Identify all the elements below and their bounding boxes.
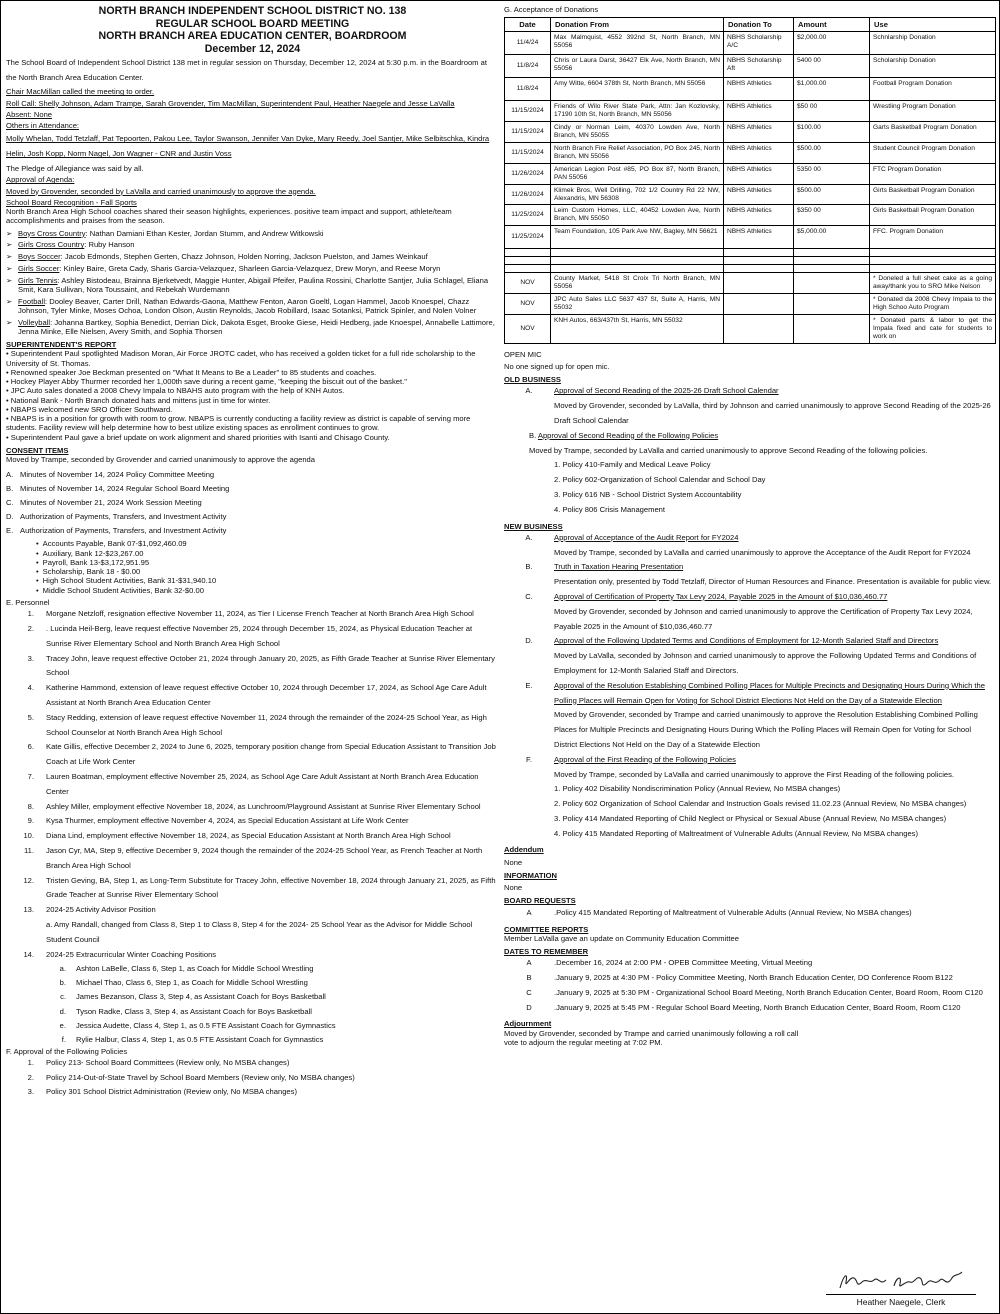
consent-item: E. Authorization of Payments, Transfers, and Investment Activity xyxy=(6,526,227,536)
donation-to: NBHS Athletics xyxy=(724,205,794,226)
payment-item: • Middle School Student Activities, Bank 32-$0.00 xyxy=(36,586,499,595)
report-item: • Superintendent Paul gave a brief update on work alignment and shared priorities with Isanti and Chisago County. xyxy=(6,432,390,442)
sport-name: Football xyxy=(18,296,46,306)
sport-item xyxy=(6,229,499,238)
committee-reports-title: COMMITTEE REPORTS xyxy=(504,924,589,934)
sport-name: Girls Cross Country xyxy=(18,240,85,250)
sport-item xyxy=(6,276,499,295)
policy-item: 1. Policy 213- School Board Committees (Review only, No MSBA changes) xyxy=(27,1057,290,1067)
policy-item: 4. Policy 806 Crisis Management xyxy=(554,504,666,514)
f-policies-title: F. Approval of the Following Policies xyxy=(6,1046,128,1056)
donation-date xyxy=(505,265,551,273)
personnel-item: 7. Lauren Boatman, employment effective November 25, 2024, as School Age Care Adult Assistant at North Branch Area Education Center xyxy=(27,772,479,796)
committee-reports-text: Member LaValla gave an update on Community Education Committee xyxy=(504,933,739,943)
arrow-bullet-icon: ➢ xyxy=(6,296,13,306)
personnel-item: 6. Kate Gillis, effective December 2, 2024 to June 6, 2025, temporary position change from Special Education Assistant to Transition Job Coach at Life Work Center xyxy=(27,742,496,767)
sport-name: Girls Tennis xyxy=(18,275,58,285)
donation-amount: $500.00 xyxy=(794,184,870,205)
new-business-item: A. Approval of Acceptance of the Audit Report for FY2024 xyxy=(525,532,739,542)
sport-item xyxy=(6,318,499,337)
report-item: • Renowned speaker Joe Beckman presented on "What It Means to Be a Leader" to 85 students and coaches. xyxy=(6,367,377,377)
personnel-item: 9. Kysa Thurmer, employment effective November 4, 2024, as Special Education Assistant at Life Work Center xyxy=(27,816,409,826)
sport-name: Girls Soccer xyxy=(18,263,60,273)
personnel-item: 3. Tracey John, leave request effective October 21, 2024 through January 20, 2025, as Fifth Grade Teacher at Sunrise River Elementary School xyxy=(27,653,495,678)
adjournment-title: Adjournment xyxy=(504,1019,552,1029)
adjournment-text: Moved by Grovender, seconded by Trampe and carried unanimously following a roll call vote to adjourn the regular meeting at 7:02 PM. xyxy=(504,1028,799,1047)
donations-table xyxy=(504,17,996,343)
donation-use xyxy=(870,249,996,257)
donation-to: NBHS Scholarship A/C xyxy=(724,32,794,55)
donation-from: County Market, 5418 St Croix Tri North Branch, MN 55056 xyxy=(551,273,724,294)
arrow-bullet-icon: ➢ xyxy=(6,228,13,238)
donation-date: 11/25/2024 xyxy=(505,205,551,226)
f-policies-list xyxy=(6,1056,499,1100)
donation-use: * Doneled a full sheet cake as a going away/thank you to SRO Mike Nelson xyxy=(870,273,996,294)
donation-date: 11/8/24 xyxy=(505,78,551,101)
handwritten-signature-icon xyxy=(836,1268,966,1294)
new-business-motion: Moved by Grovender, seconded by Trampe and carried unanimously to approve the Resolution Establishing Combined Polling Places for Multiple Precincts and Designating Hours During Which the Polling Places will Remain Open for Voting for School District Elections Not Held on the Day of a Statewide Election xyxy=(554,710,978,749)
policy-item: 4. Policy 415 Mandated Reporting of Maltreatment of Vulnerable Adults (Annual Review, No MSBA changes) xyxy=(554,828,918,838)
coaching-item: b. Michael Thao, Class 6, Step 1, as Coach for Middle School Wrestling xyxy=(59,978,308,988)
consent-item: C. Minutes of November 21, 2024 Work Session Meeting xyxy=(6,498,202,508)
coaching-item: c. James Bezanson, Class 3, Step 4, as Assistant Coach for Boys Basketball xyxy=(60,992,326,1002)
sport-athletes: : Kinley Baire, Greta Cady, Sharis Garcia-Velazquez, Sharleen Garcia-Velazquez, Drew Moryn, and Reese Moryn xyxy=(59,263,441,273)
coaching-item: d. Tyson Radke, Class 3, Step 4, as Assistant Coach for Boys Basketball xyxy=(59,1006,312,1016)
donation-to: NBHS Athletics xyxy=(724,163,794,184)
donation-to xyxy=(724,265,794,273)
donation-date: 11/15/2024 xyxy=(505,101,551,122)
board-request-item: A .Policy 415 Mandated Reporting of Maltreatment of Vulnerable Adults (Annual Review, No MSBA changes) xyxy=(526,907,912,917)
donation-amount: $500.00 xyxy=(794,142,870,163)
col-amount: Amount xyxy=(794,18,870,32)
open-mic-title: OPEN MIC xyxy=(504,349,542,359)
advisor-note: a. Amy Randall, changed from Class 8, Step 1 to Class 8, Step 4 for the 2024- 25 School Year as the Advisor for Middle School Student Council xyxy=(46,919,473,944)
donation-row xyxy=(505,265,996,273)
coaching-heading: 14. 2024-25 Extracurricular Winter Coaching Positions xyxy=(23,949,217,959)
new-business-item: D. Approval of the Following Updated Terms and Conditions of Employment for 12-Month Salaried Staff and Directors xyxy=(525,636,939,646)
policy-item: 1. Policy 402 Disability Nondiscrimination Policy (Annual Review, No MSBA changes) xyxy=(554,784,841,794)
sport-athletes: : Dooley Beaver, Carter Drill, Nathan Edwards-Gaona, Matthew Fenton, Aaron Goeltl, Logan Hammel, Jacob Knoespel, Chazz Johnson, Tyler Minke, Moses Ochoa, London Olson, Austin Reynolds, Jacob Robillard, Isaac Sotanksi, Patrick Spinler, and Nolen Volner xyxy=(18,296,477,315)
sport-name: Boys Soccer xyxy=(18,252,61,261)
donation-date: 11/8/24 xyxy=(505,55,551,78)
consent-items-title: CONSENT ITEMS xyxy=(6,445,69,455)
payment-item: • Auxiliary, Bank 12-$23,267.00 xyxy=(36,549,499,558)
roll-call: Roll Call: Shelly Johnson, Adam Trampe, Sarah Grovender, Tim MacMillan, Superintendent Paul, Heather Naegele and Jesse LaValla xyxy=(6,98,455,108)
donation-date: 11/15/2024 xyxy=(505,142,551,163)
recognition-text: North Branch Area High School coaches shared their season highlights, experiences. positive team impact and support, athlete/team accomplishments and praises from the season. xyxy=(6,207,452,226)
donation-from: Team Foundation, 105 Park Ave NW, Bagley, MN 56621 xyxy=(551,226,724,249)
sport-athletes: : Johanna Bartkey, Sophia Benedict, Derrian Dick, Dakota Esget, Brooke Giese, Heidi Hedberg, jade Knoespel, Annabelle Lattimore, Jenna Minke, Elle Nielsen, Avery Smith, and Sophia Thorsen xyxy=(18,317,495,336)
personnel-item: 1. Morgane Netzloff, resignation effective November 11, 2024, as Tier I License French Teacher at North Branch Area High School xyxy=(27,609,474,619)
donation-to xyxy=(724,273,794,294)
donation-use: Garts Basketball Program Donation xyxy=(870,122,996,143)
donation-use: Student Council Program Donation xyxy=(870,142,996,163)
old-business-policies xyxy=(504,458,996,517)
arrow-bullet-icon: ➢ xyxy=(6,275,13,285)
left-column xyxy=(6,5,499,1311)
personnel-item: 4. Katherine Hammond, extension of leave request effective October 10, 2024 through December 17, 2024, as School Age Care Adult Assistant at North Branch Area Education Center xyxy=(27,683,487,708)
col-from: Donation From xyxy=(551,18,724,32)
donation-from: Leim Custom Homes, LLC, 40452 Lowden Ave, North Branch, MN 55050 xyxy=(551,205,724,226)
donation-use: * Donated parts & labor to get the Impala fixed and cate for students to work on xyxy=(870,314,996,343)
policy-item: 1. Policy 410-Family and Medical Leave Policy xyxy=(554,460,711,470)
clerk-signature-block xyxy=(826,1268,976,1307)
report-item: • NBAPS is in a position for growth with room to grow. NBAPS is currently conducting a facility review as district is capable of serving more students. Facility review will help determine how to best utilize existing spaces as enrollment continues to grow. xyxy=(6,414,471,433)
arrow-bullet-icon: ➢ xyxy=(6,252,13,261)
donation-from: North Branch Fire Relief Association, PO Box 245, North Branch, MN 55056 xyxy=(551,142,724,163)
donation-use: Schnlarship Donation xyxy=(870,32,996,55)
personnel-item: 13. 2024-25 Activity Advisor Position xyxy=(23,905,156,915)
donation-date: 11/25/2024 xyxy=(505,226,551,249)
donation-date: 11/26/2024 xyxy=(505,163,551,184)
donation-amount: $100.00 xyxy=(794,122,870,143)
donation-use: Girts Basketball Program Donation xyxy=(870,184,996,205)
others-in-attendance: Molly Whelan, Todd Tetzlaff, Pat Tepoorten, Pakou Lee, Taylor Swanson, Jennifer Van Dyke, Mary Reedy, Joel Santjer, Mike Selbitschka, Kindra Helin, Josh Kopp, Norm Nagel, Jon Wagner - CNR and Justin Voss xyxy=(6,134,490,159)
recognition-title: School Board Recognition - Fall Sports xyxy=(6,197,137,207)
sport-item xyxy=(6,297,499,316)
donation-row xyxy=(505,273,996,294)
donation-to xyxy=(724,249,794,257)
col-to: Donation To xyxy=(724,18,794,32)
donation-row xyxy=(505,142,996,163)
donation-amount: 5400 00 xyxy=(794,55,870,78)
donation-use: FFC. Program Donation xyxy=(870,226,996,249)
donation-row xyxy=(505,257,996,265)
new-business-item: B. Truth in Taxation Hearing Presentation xyxy=(525,562,684,572)
donation-from xyxy=(551,257,724,265)
report-item: • Hockey Player Abby Thurmer recorded her 1,000th save during a recent game, "keeping the biscuit out of the basket." xyxy=(6,377,407,386)
donation-from xyxy=(551,249,724,257)
new-business-motion: Moved by LaValla, seconded by Johnson and carried unanimously to approve the Following Updated Terms and Conditions of Employment for 12-Month Salaried Staff and Directors. xyxy=(554,651,977,675)
donations-header-row xyxy=(505,18,996,32)
donation-to xyxy=(724,257,794,265)
donation-use xyxy=(870,265,996,273)
signature-caption: Heather Naegele, Clerk xyxy=(826,1294,976,1307)
donation-date: 11/4/24 xyxy=(505,32,551,55)
report-item: • JPC Auto sales donated a 2008 Chevy Impala to NBAHS auto program with the help of KNH Autos. xyxy=(6,386,345,396)
personnel-item: 12. Tristen Geving, BA, Step 1, as Long-Term Substitute for Tracey John, effective November 18, 2024 through January 21, 2025, as Fifth Grade Teacher at Sunrise River Elementary School xyxy=(23,875,496,900)
donation-to: NBHS Athletics xyxy=(724,142,794,163)
arrow-bullet-icon: ➢ xyxy=(6,317,13,327)
sport-name: Boys Cross Country xyxy=(18,228,86,238)
policy-item: 3. Policy 414 Mandated Reporting of Child Neglect or Physical or Sexual Abuse (Annual Review, No MSBA changes) xyxy=(554,813,947,823)
donation-use: Scholarship Donation xyxy=(870,55,996,78)
payments-list xyxy=(36,539,499,595)
dates-list xyxy=(504,956,996,1015)
donation-amount xyxy=(794,314,870,343)
agenda-label: Approval of Agenda: xyxy=(6,175,75,185)
date-item: B .January 9, 2025 at 4:30 PM - Policy Committee Meeting, North Branch Education Center, DO Conference Room B122 xyxy=(526,973,953,983)
sport-item xyxy=(6,264,499,273)
donation-from: KNH Autos, 663/437th St, Harris, MN 55032 xyxy=(551,314,724,343)
donation-from: Cindy or Norman Leim, 40370 Lowden Ave, North Branch, MN 55055 xyxy=(551,122,724,143)
old-business-item: B. Approval of Second Reading of the Following Policies xyxy=(529,430,719,440)
donation-from: American Legion Post #85, PO Box 87, North Branch, PAN 55056 xyxy=(551,163,724,184)
donation-row xyxy=(505,205,996,226)
coaching-item: a. Ashton LaBelle, Class 6, Step 1, as Coach for Middle School Wrestling xyxy=(59,964,314,974)
donation-to xyxy=(724,314,794,343)
donation-to: NBHS Athletics xyxy=(724,226,794,249)
open-mic-text: No one signed up for open mic. xyxy=(504,361,610,371)
donation-to: NBHS Athletics xyxy=(724,101,794,122)
donation-amount: $1,000.00 xyxy=(794,78,870,101)
call-to-order: Chair MacMillan called the meeting to order. xyxy=(6,87,155,97)
donation-use: Football Program Donation xyxy=(870,78,996,101)
donations-title: G. Acceptance of Donations xyxy=(504,5,599,14)
consent-item: A. Minutes of November 14, 2024 Policy Committee Meeting xyxy=(6,470,215,480)
sport-item xyxy=(6,252,499,261)
payment-item: • High School Student Activities, Bank 31-$31,940.10 xyxy=(36,576,499,585)
coaching-item: e. Jessica Audette, Class 4, Step 1, as 0.5 FTE Assistant Coach for Gymnastics xyxy=(59,1020,336,1030)
policy-item: 2. Policy 602-Organization of School Calendar and School Day xyxy=(554,475,766,485)
donation-row xyxy=(505,122,996,143)
donation-amount: $2,000.00 xyxy=(794,32,870,55)
donation-from xyxy=(551,265,724,273)
coaching-item: f. Rylie Halbur, Class 4, Step 1, as 0.5 FTE Assistant Coach for Gymnastics xyxy=(61,1034,324,1044)
pledge: The Pledge of Allegiance was said by all. xyxy=(6,164,144,173)
donations-body xyxy=(505,32,996,343)
donation-to: NBHS Athletics xyxy=(724,78,794,101)
consent-item: D. Authorization of Payments, Transfers, and Investment Activity xyxy=(6,512,227,522)
personnel-item: 10. Diana Lind, employment effective November 18, 2024, as Special Education Assistant at North Branch Area High School xyxy=(23,831,451,841)
payment-item: • Payroll, Bank 13-$3,172,951.95 xyxy=(36,558,499,567)
sport-athletes: : Ashley Bistodeau, Brainna Bjerketvedt, Maggie Hunter, Abigail Pfeifer, Paulina Rossini, Charlotte Santjer, Julia Schlagel, Eliana Smit, Kara Sullivan, Nora Toussaint, and Rebekah Wurdemann xyxy=(18,275,489,294)
sport-item xyxy=(6,240,499,249)
intro-paragraph: The School Board of Independent School District 138 met in regular session on Thursday, December 12, 2024 at 5:30 p.m. in the Boardroom at the North Branch Area Education Center. xyxy=(6,57,487,82)
donation-date xyxy=(505,257,551,265)
donation-amount: $350 00 xyxy=(794,205,870,226)
consent-item: B. Minutes of November 14, 2024 Regular School Board Meeting xyxy=(6,484,230,494)
new-business-item: F. Approval of the First Reading of the Following Policies xyxy=(526,754,736,764)
district-name: NORTH BRANCH INDEPENDENT SCHOOL DISTRICT NO. 138 xyxy=(98,5,407,17)
arrow-bullet-icon: ➢ xyxy=(6,263,13,273)
consent-list xyxy=(6,468,499,538)
donation-use xyxy=(870,257,996,265)
sport-athletes: : Nathan Damiani Ethan Kester, Jordan Stumm, and Andrew Witkowski xyxy=(85,228,324,238)
dates-title: DATES TO REMEMBER xyxy=(504,947,589,957)
donation-amount: 5350 00 xyxy=(794,163,870,184)
donation-date: NOV xyxy=(505,314,551,343)
donation-row xyxy=(505,163,996,184)
date-item: A .December 16, 2024 at 2:00 PM - OPEB Committee Meeting, Virtual Meeting xyxy=(526,958,813,968)
consent-motion: Moved by Trampe, seconded by Grovender and carried unanimously to approve the agenda xyxy=(6,455,316,464)
donation-to: NBHS Athletics xyxy=(724,122,794,143)
donation-date: NOV xyxy=(505,273,551,294)
superintendent-report xyxy=(6,349,499,442)
new-business-motion: Presentation only, presented by Todd Tetzlaff, Director of Human Resources and Finance. Presentation is available for public view. xyxy=(554,577,992,587)
policy-item: 2. Policy 602 Organization of School Calendar and Instruction Goals revised 11.02.23 (Annual Review, No MSBA changes) xyxy=(554,799,967,809)
arrow-bullet-icon: ➢ xyxy=(6,240,13,250)
donation-row xyxy=(505,101,996,122)
payment-item: • Accounts Payable, Bank 07-$1,092,460.09 xyxy=(36,539,499,548)
others-label: Others in Attendance: xyxy=(6,121,80,131)
personnel-item: 8. Ashley Miller, employment effective November 18, 2024, as Lunchroom/Playground Assistant at Sunrise River Elementary School xyxy=(27,801,481,811)
old-business-item: A. Approval of Second Reading of the 2025-26 Draft School Calendar xyxy=(525,386,779,396)
donation-row xyxy=(505,55,996,78)
donation-row xyxy=(505,226,996,249)
donation-from: Max Malmquist, 4552 392nd St, North Branch, MN 55056 xyxy=(551,32,724,55)
donation-amount xyxy=(794,294,870,315)
personnel-item: 11. Jason Cyr, MA, Step 9, effective December 9, 2024 though the remainder of the 2024-25 School Year, as French Teacher at North Branch Area High School xyxy=(24,845,483,870)
donation-row xyxy=(505,78,996,101)
personnel-item: 5. Stacy Redding, extension of leave request effective November 11, 2024 through the remainder of the 2024-25 School Year, as High School Counselor at North Branch Area High School xyxy=(27,712,487,737)
absent: Absent: None xyxy=(6,109,53,119)
donation-to: NBHS Scholarship Aft xyxy=(724,55,794,78)
sport-athletes: : Ruby Hanson xyxy=(84,240,135,250)
policy-item: 3. Policy 616 NB - School District System Accountability xyxy=(554,489,742,499)
report-item: • Superintendent Paul spotlighted Madison Moran, Air Force JROTC cadet, who has received a golden ticket for a full ride scholarship to the University of St. Thomas. xyxy=(6,349,476,368)
personnel-list xyxy=(6,607,499,1046)
policy-item: 3. Policy 301 School District Administration (Review only, No MSBA changes) xyxy=(27,1087,297,1097)
information-title: INFORMATION xyxy=(504,870,558,880)
information-text: None xyxy=(504,883,523,893)
date-item: D .January 9, 2025 at 5:45 PM - Regular School Board Meeting, North Branch Education Center, Board Room, Room C120 xyxy=(526,1002,961,1012)
board-requests-title: BOARD REQUESTS xyxy=(504,896,576,906)
donation-date: 11/26/2024 xyxy=(505,184,551,205)
meeting-location: NORTH BRANCH AREA EDUCATION CENTER, BOARDROOM xyxy=(98,30,407,43)
addendum-title: Addendum xyxy=(504,845,544,855)
donation-amount xyxy=(794,265,870,273)
donation-row xyxy=(505,294,996,315)
donation-to: NBHS Athletics xyxy=(724,184,794,205)
sport-athletes: : Jacob Edmonds, Stephen Gerten, Chazz Johnson, Holden Norring, Jackson Puelston, and James Weinkauf xyxy=(60,252,428,261)
document-header xyxy=(6,5,499,56)
donation-amount xyxy=(794,249,870,257)
col-use: Use xyxy=(870,18,996,32)
donation-amount xyxy=(794,273,870,294)
new-business-item: E. Approval of the Resolution Establishing Combined Polling Places for Multiple Precincts and Designating Hours During Which the Polling Places will Remain Open for Voting for School District Elections Not Held on the Day of a Statewide Election xyxy=(525,680,985,705)
sport-name: Volleyball xyxy=(18,317,51,327)
old-business-motion: Moved by Trampe, seconded by LaValla and carried unanimously to approve Second Reading of the following policies. xyxy=(529,445,928,455)
donation-from: JPC Auto Sales LLC 5637 437 St, Suite A, Harris, MN 55032 xyxy=(551,294,724,315)
personnel-title: E. Personnel xyxy=(6,597,50,607)
new-business-item: C. Approval of Certification of Property Tax Levy 2024, Payable 2025 in the Amount of $10,036,460.77 xyxy=(525,591,888,601)
donation-from: Friends of Wilo River State Park, Attn: Jan Kozlovsky, 17190 10th St, North Branch, MN 55056 xyxy=(551,101,724,122)
donation-row xyxy=(505,32,996,55)
new-business-motion: Moved by Trampe, seconded by LaValla and carried unanimously to approve the First Reading of the following policies. xyxy=(554,769,955,779)
old-business-title: OLD BUSINESS xyxy=(504,375,561,385)
date-item: C .January 9, 2025 at 5:30 PM - Organizational School Board Meeting, North Branch Education Center, Board Room, Room C120 xyxy=(526,987,983,997)
donation-use: Girls Basketball Program Donation xyxy=(870,205,996,226)
donation-amount: $50 00 xyxy=(794,101,870,122)
old-business-motion: Moved by Grovender, seconded by LaValla, third by Johnson and carried unanimously to approve Second Reading of the 2025-26 Draft School Calendar xyxy=(554,401,991,425)
payment-item: • Scholarship, Bank 18 - $0.00 xyxy=(36,567,499,576)
donation-from: Amy Witte, 6604 378th St, North Branch, MN 55056 xyxy=(551,78,724,101)
donation-use: * Donated da 2008 Chevy Impaia to the High Schoo Auto Program xyxy=(870,294,996,315)
policy-item: 2. Policy 214-Out-of-State Travel by School Board Members (Review only, No MSBA changes) xyxy=(27,1072,355,1082)
donation-use: Wrestling Program Donation xyxy=(870,101,996,122)
right-column xyxy=(504,5,996,1311)
agenda-motion: Moved by Grovender, seconded by LaValla and carried unanimously to approve the agenda. xyxy=(6,186,316,196)
new-business-list xyxy=(504,531,996,842)
donation-from: Chris or Laura Darst, 36427 Elk Ave, North Branch, MN 55056 xyxy=(551,55,724,78)
donation-use: FTC Program Donation xyxy=(870,163,996,184)
meeting-type: REGULAR SCHOOL BOARD MEETING xyxy=(155,17,350,30)
report-item: • NBAPS welcomed new SRO Officer Southward. xyxy=(6,404,173,414)
donation-date: NOV xyxy=(505,294,551,315)
new-business-motion: Moved by Grovender, seconded by Johnson and carried unanimously to approve the Certification of Property Tax Levy 2024, Payable 2025 in the Amount of $10,036,460.77 xyxy=(554,606,973,631)
donation-amount: $5,000.00 xyxy=(794,226,870,249)
new-business-motion: Moved by Trampe, seconded by LaValla and carried unanimously to approve the Acceptance of the Audit Report for FY2024 xyxy=(554,547,971,557)
donation-to xyxy=(724,294,794,315)
personnel-item: 2. . Lucinda Heil-Berg, leave request effective November 25, 2024 through December 15, 2024, as Physical Education Teacher at Sunrise River Elementary School and North Branch Area High School xyxy=(27,624,473,648)
col-date: Date xyxy=(505,18,551,32)
addendum-text: None xyxy=(504,857,523,867)
donation-date xyxy=(505,249,551,257)
report-item: • National Bank - North Branch donated hats and mittens just in time for winter. xyxy=(6,395,271,405)
donation-date: 11/15/2024 xyxy=(505,122,551,143)
donation-amount xyxy=(794,257,870,265)
meeting-date: December 12, 2024 xyxy=(204,43,301,56)
sports-list xyxy=(6,229,499,337)
donation-row xyxy=(505,249,996,257)
superintendent-report-title: SUPERINTENDENT'S REPORT xyxy=(6,340,117,349)
donation-row xyxy=(505,314,996,343)
donation-row xyxy=(505,184,996,205)
new-business-title: NEW BUSINESS xyxy=(504,521,563,531)
donation-from: Klimek Bros, Well Drilling, 702 1/2 Country Rd 22 NW, Alexandris, MN 56308 xyxy=(551,184,724,205)
